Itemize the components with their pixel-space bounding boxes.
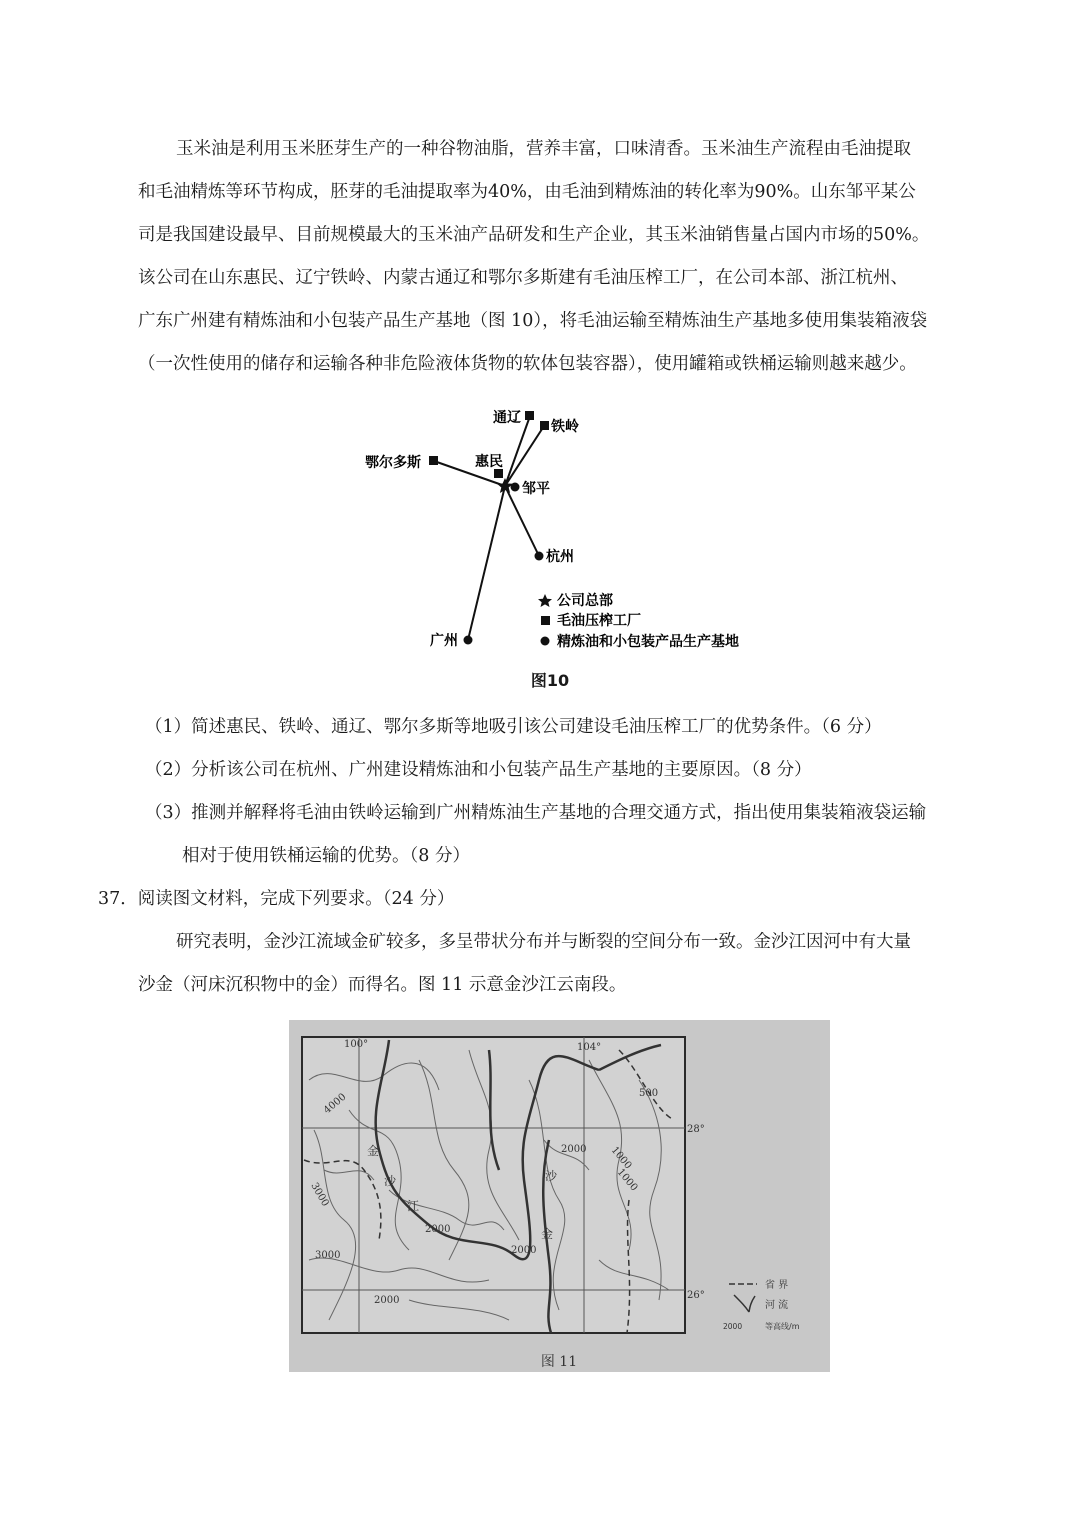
question-37-heading: 37．阅读图文材料，完成下列要求。（24 分） (98, 889, 455, 909)
river-char: 沙 (545, 1169, 558, 1183)
lon-label-100: 100° (344, 1039, 369, 1050)
legend-contour-sample: 2000 (723, 1322, 743, 1331)
contour-label: 2000 (511, 1245, 537, 1256)
line-hq-tieling (505, 426, 544, 486)
lat-label-28: 28° (687, 1124, 705, 1135)
question-37-material (138, 921, 984, 1007)
legend-square-icon (541, 616, 550, 625)
intro-line: 该公司在山东惠民、辽宁铁岭、内蒙古通辽和鄂尔多斯建有毛油压榨工厂，在公司本部、浙江杭州、 (138, 268, 908, 288)
lat-label-26: 26° (687, 1290, 705, 1301)
river-char: 金 (541, 1227, 554, 1241)
transport-lines (434, 416, 544, 640)
contour-label: 3000 (308, 1181, 331, 1209)
lon-label-104: 104° (577, 1042, 602, 1053)
legend-star-icon (538, 594, 552, 607)
figure-11-topographic-map (289, 1020, 830, 1372)
river-char: 金 (367, 1144, 380, 1158)
hq-star-icon (497, 478, 513, 493)
label-huimin: 惠民 (475, 454, 503, 470)
base-guangzhou-marker (464, 636, 473, 645)
label-tongliao: 通辽 (493, 410, 521, 426)
figure-10-legend (538, 592, 739, 650)
intro-line: 司是我国建设最早、目前规模最大的玉米油产品研发和生产企业，其玉米油销售量占国内市场的50%。 (138, 225, 930, 245)
question-3-line-2: 相对于使用铁桶运输的优势。（8 分） (182, 846, 470, 866)
factory-tieling-marker (540, 421, 549, 430)
question-2: （2）分析该公司在杭州、广州建设精炼油和小包装产品生产基地的主要原因。（8 分） (145, 760, 812, 780)
contour-label: 3000 (315, 1250, 341, 1261)
legend-river-label: 河 流 (765, 1300, 789, 1311)
factory-tongliao-marker (525, 411, 534, 420)
factory-eerduosi-marker (429, 456, 438, 465)
figure-11-caption: 图 11 (540, 1354, 578, 1370)
contour-label: 4000 (321, 1091, 349, 1117)
figure-10-network-map (360, 400, 780, 700)
figure-10-caption: 图10 (530, 671, 570, 690)
question-3-line-1: （3）推测并解释将毛油由铁岭运输到广州精炼油生产基地的合理交通方式，指出使用集装箱液袋运输 (145, 803, 927, 823)
label-guangzhou: 广州 (430, 633, 458, 649)
legend-hq-label: 公司总部 (557, 593, 613, 609)
intro-line: 广东广州建有精炼油和小包装产品生产基地（图 10），将毛油运输至精炼油生产基地多使用集装箱液袋 (138, 311, 928, 331)
legend-base-label: 精炼油和小包装产品生产基地 (557, 634, 739, 650)
intro-line: （一次性使用的储存和运输各种非危险液体货物的软体包装容器），使用罐箱或铁桶运输则越来越少。 (138, 354, 917, 374)
legend-contour-label: 等高线/m (765, 1322, 800, 1331)
line-hq-tongliao (505, 416, 530, 486)
contour-label: 1000 (614, 1166, 640, 1194)
label-eerduosi: 鄂尔多斯 (365, 455, 421, 471)
contour-label: 500 (639, 1088, 659, 1099)
label-hangzhou: 杭州 (546, 549, 574, 565)
river-char: 沙 (384, 1174, 397, 1188)
line-hq-guangzhou (468, 486, 505, 640)
question-1: （1）简述惠民、铁岭、通辽、鄂尔多斯等地吸引该公司建设毛油压榨工厂的优势条件。（6 分） (145, 717, 882, 737)
contour-label: 2000 (374, 1295, 400, 1306)
label-zouping: 邹平 (522, 481, 550, 497)
intro-paragraph (138, 128, 984, 386)
contour-label: 1000 (608, 1144, 634, 1172)
intro-line: 和毛油精炼等环节构成，胚芽的毛油提取率为40%，由毛油到精炼油的转化率为90%。山东邹平某公 (138, 182, 916, 202)
base-hangzhou-marker (535, 552, 544, 561)
intro-line: 玉米油是利用玉米胚芽生产的一种谷物油脂，营养丰富，口味清香。玉米油生产流程由毛油提取 (176, 139, 911, 159)
q37-line: 沙金（河床沉积物中的金）而得名。图 11 示意金沙江云南段。 (138, 975, 627, 995)
label-tieling: 铁岭 (551, 419, 579, 435)
base-zouping-marker (511, 483, 520, 492)
legend-factory-label: 毛油压榨工厂 (557, 613, 641, 629)
q37-line: 研究表明，金沙江流域金矿较多，多呈带状分布并与断裂的空间分布一致。金沙江因河中有大量 (176, 932, 911, 952)
contour-label: 2000 (561, 1144, 587, 1155)
factory-huimin-marker (494, 469, 503, 478)
legend-dot-icon (541, 637, 550, 646)
contour-label: 2000 (425, 1224, 451, 1235)
legend-border-label: 省 界 (765, 1280, 789, 1291)
river-char: 江 (407, 1199, 420, 1213)
